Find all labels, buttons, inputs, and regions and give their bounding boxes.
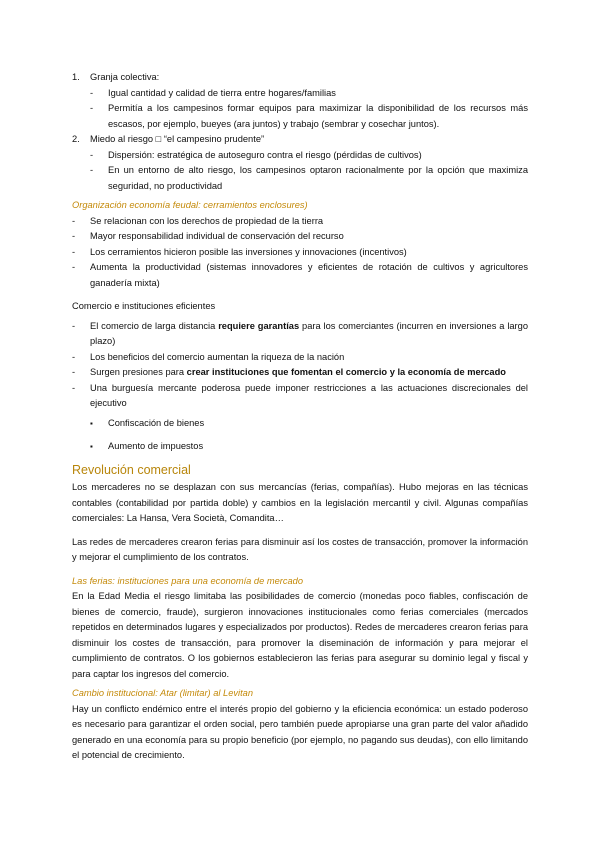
dash-marker: - bbox=[72, 231, 76, 241]
list-item: Mayor responsabilidad individual de conservación del recurso bbox=[90, 231, 344, 241]
list-item: Se relacionan con los derechos de propiedad de la tierra bbox=[90, 215, 324, 226]
list-item: Dispersión: estratégica de autoseguro contra el riesgo (pérdidas de cultivos) bbox=[108, 149, 422, 160]
numbered-item-2 bbox=[72, 132, 528, 194]
list-item: Los beneficios del comercio aumentan la riqueza de la nación bbox=[90, 351, 345, 362]
document-page bbox=[72, 70, 528, 764]
numbered-item-1 bbox=[72, 70, 528, 132]
square-bullet-icon: ▪ bbox=[90, 442, 93, 451]
dash-marker: - bbox=[90, 87, 94, 98]
paragraph: Los mercaderes no se desplazan con sus mercancías (ferias, compañías). Hubo mejoras en las técnicas contables (contabilidad por partida doble) y cambios en la legislación mercantil y civil. Algunas compañías comerciales: La Hansa, Vera Società, Comandita… bbox=[72, 482, 528, 523]
list-item: El comercio de larga distancia requiere garantías para los comerciantes (incurren en inversiones a largo plazo) bbox=[90, 320, 528, 346]
paragraph: En la Edad Media el riesgo limitaba las posibilidades de comercio (monedas poco fiables, confiscación de bienes de comercio, fraude), surgieron innovaciones institucionales como ferias comerciales (mercados repetidos en determinados lugares y especializados por productos). Redes de mercaderes crearon ferias para disminuir los costes de transacción, para promover la diseminación de información y para mejorar el cumplimiento de contratos. O los gobiernos establecieron las ferias para asegurar su dominio legal y fiscal y para captar los ingresos del comercio. bbox=[72, 591, 528, 679]
feudal-heading: Organización economía feudal: cerramientos enclosures) bbox=[72, 200, 308, 210]
sub-item: Confiscación de bienes bbox=[108, 417, 205, 428]
dash-marker: - bbox=[90, 149, 94, 160]
sub-item: Aumento de impuestos bbox=[108, 441, 204, 451]
dash-marker: - bbox=[72, 367, 76, 377]
subsection-heading: Cambio institucional: Atar (limitar) al Levitan bbox=[72, 688, 254, 698]
dash-marker: - bbox=[72, 215, 76, 226]
list-number: 2. bbox=[72, 134, 80, 144]
list-item: Surgen presiones para crear instituciones que fomentan el comercio y la economía de mercado bbox=[90, 367, 506, 377]
list-item: Permitía a los campesinos formar equipos para maximizar la disponibilidad de los recursos más escasos, por ejemplo, bueyes (ara juntos) y trabajo (sembrar y cosechar juntos). bbox=[108, 103, 528, 129]
bold-text: crear instituciones que fomentan el comercio y la economía de mercado bbox=[186, 367, 506, 377]
dash-marker: - bbox=[90, 165, 94, 175]
dash-marker: - bbox=[72, 320, 76, 331]
dash-marker: - bbox=[72, 382, 76, 393]
paragraph: Las redes de mercaderes crearon ferias para disminuir así los costes de transacción, promover la información y mejorar el cumplimiento de los contratos. bbox=[72, 536, 528, 562]
paragraph: Hay un conflicto endémico entre el interés propio del gobierno y la eficiencia económica: un estado poderoso es necesario para garantizar el orden social, pero también puede apropiarse una gran parte del valor añadido generado en una economía para su propio beneficio (por ejemplo, no pagando sus deudas), con ello limitando el potencial de crecimiento. bbox=[72, 703, 528, 760]
bold-text: requiere garantías bbox=[218, 320, 300, 331]
list-item: Los cerramientos hicieron posible las inversiones y innovaciones (incentivos) bbox=[90, 246, 407, 257]
list-title: Granja colectiva: bbox=[90, 72, 160, 82]
subsection-heading: Las ferias: instituciones para una economía de mercado bbox=[72, 575, 304, 586]
list-item: En un entorno de alto riesgo, los campesinos optaron racionalmente por la opción que maximiza seguridad, no productividad bbox=[108, 165, 528, 191]
list-number: 1. bbox=[72, 72, 80, 82]
list-item: Igual cantidad y calidad de tierra entre hogares/familias bbox=[108, 87, 336, 98]
comercio-heading: Comercio e instituciones eficientes bbox=[72, 301, 216, 311]
list-item: Aumenta la productividad (sistemas innovadores y eficientes de rotación de cultivos y agricultores ganadería mixta) bbox=[90, 262, 528, 288]
dash-marker: - bbox=[72, 351, 76, 362]
dash-marker: - bbox=[72, 262, 76, 272]
list-title: Miedo al riesgo □ “el campesino prudente” bbox=[90, 134, 265, 144]
list-item: Una burguesía mercante poderosa puede imponer restricciones a las actuaciones discrecionales del ejecutivo bbox=[90, 382, 528, 408]
dash-marker: - bbox=[90, 103, 94, 113]
dash-marker: - bbox=[72, 246, 76, 257]
section-heading: Revolución comercial bbox=[72, 462, 191, 477]
square-bullet-icon: ▪ bbox=[90, 418, 93, 428]
